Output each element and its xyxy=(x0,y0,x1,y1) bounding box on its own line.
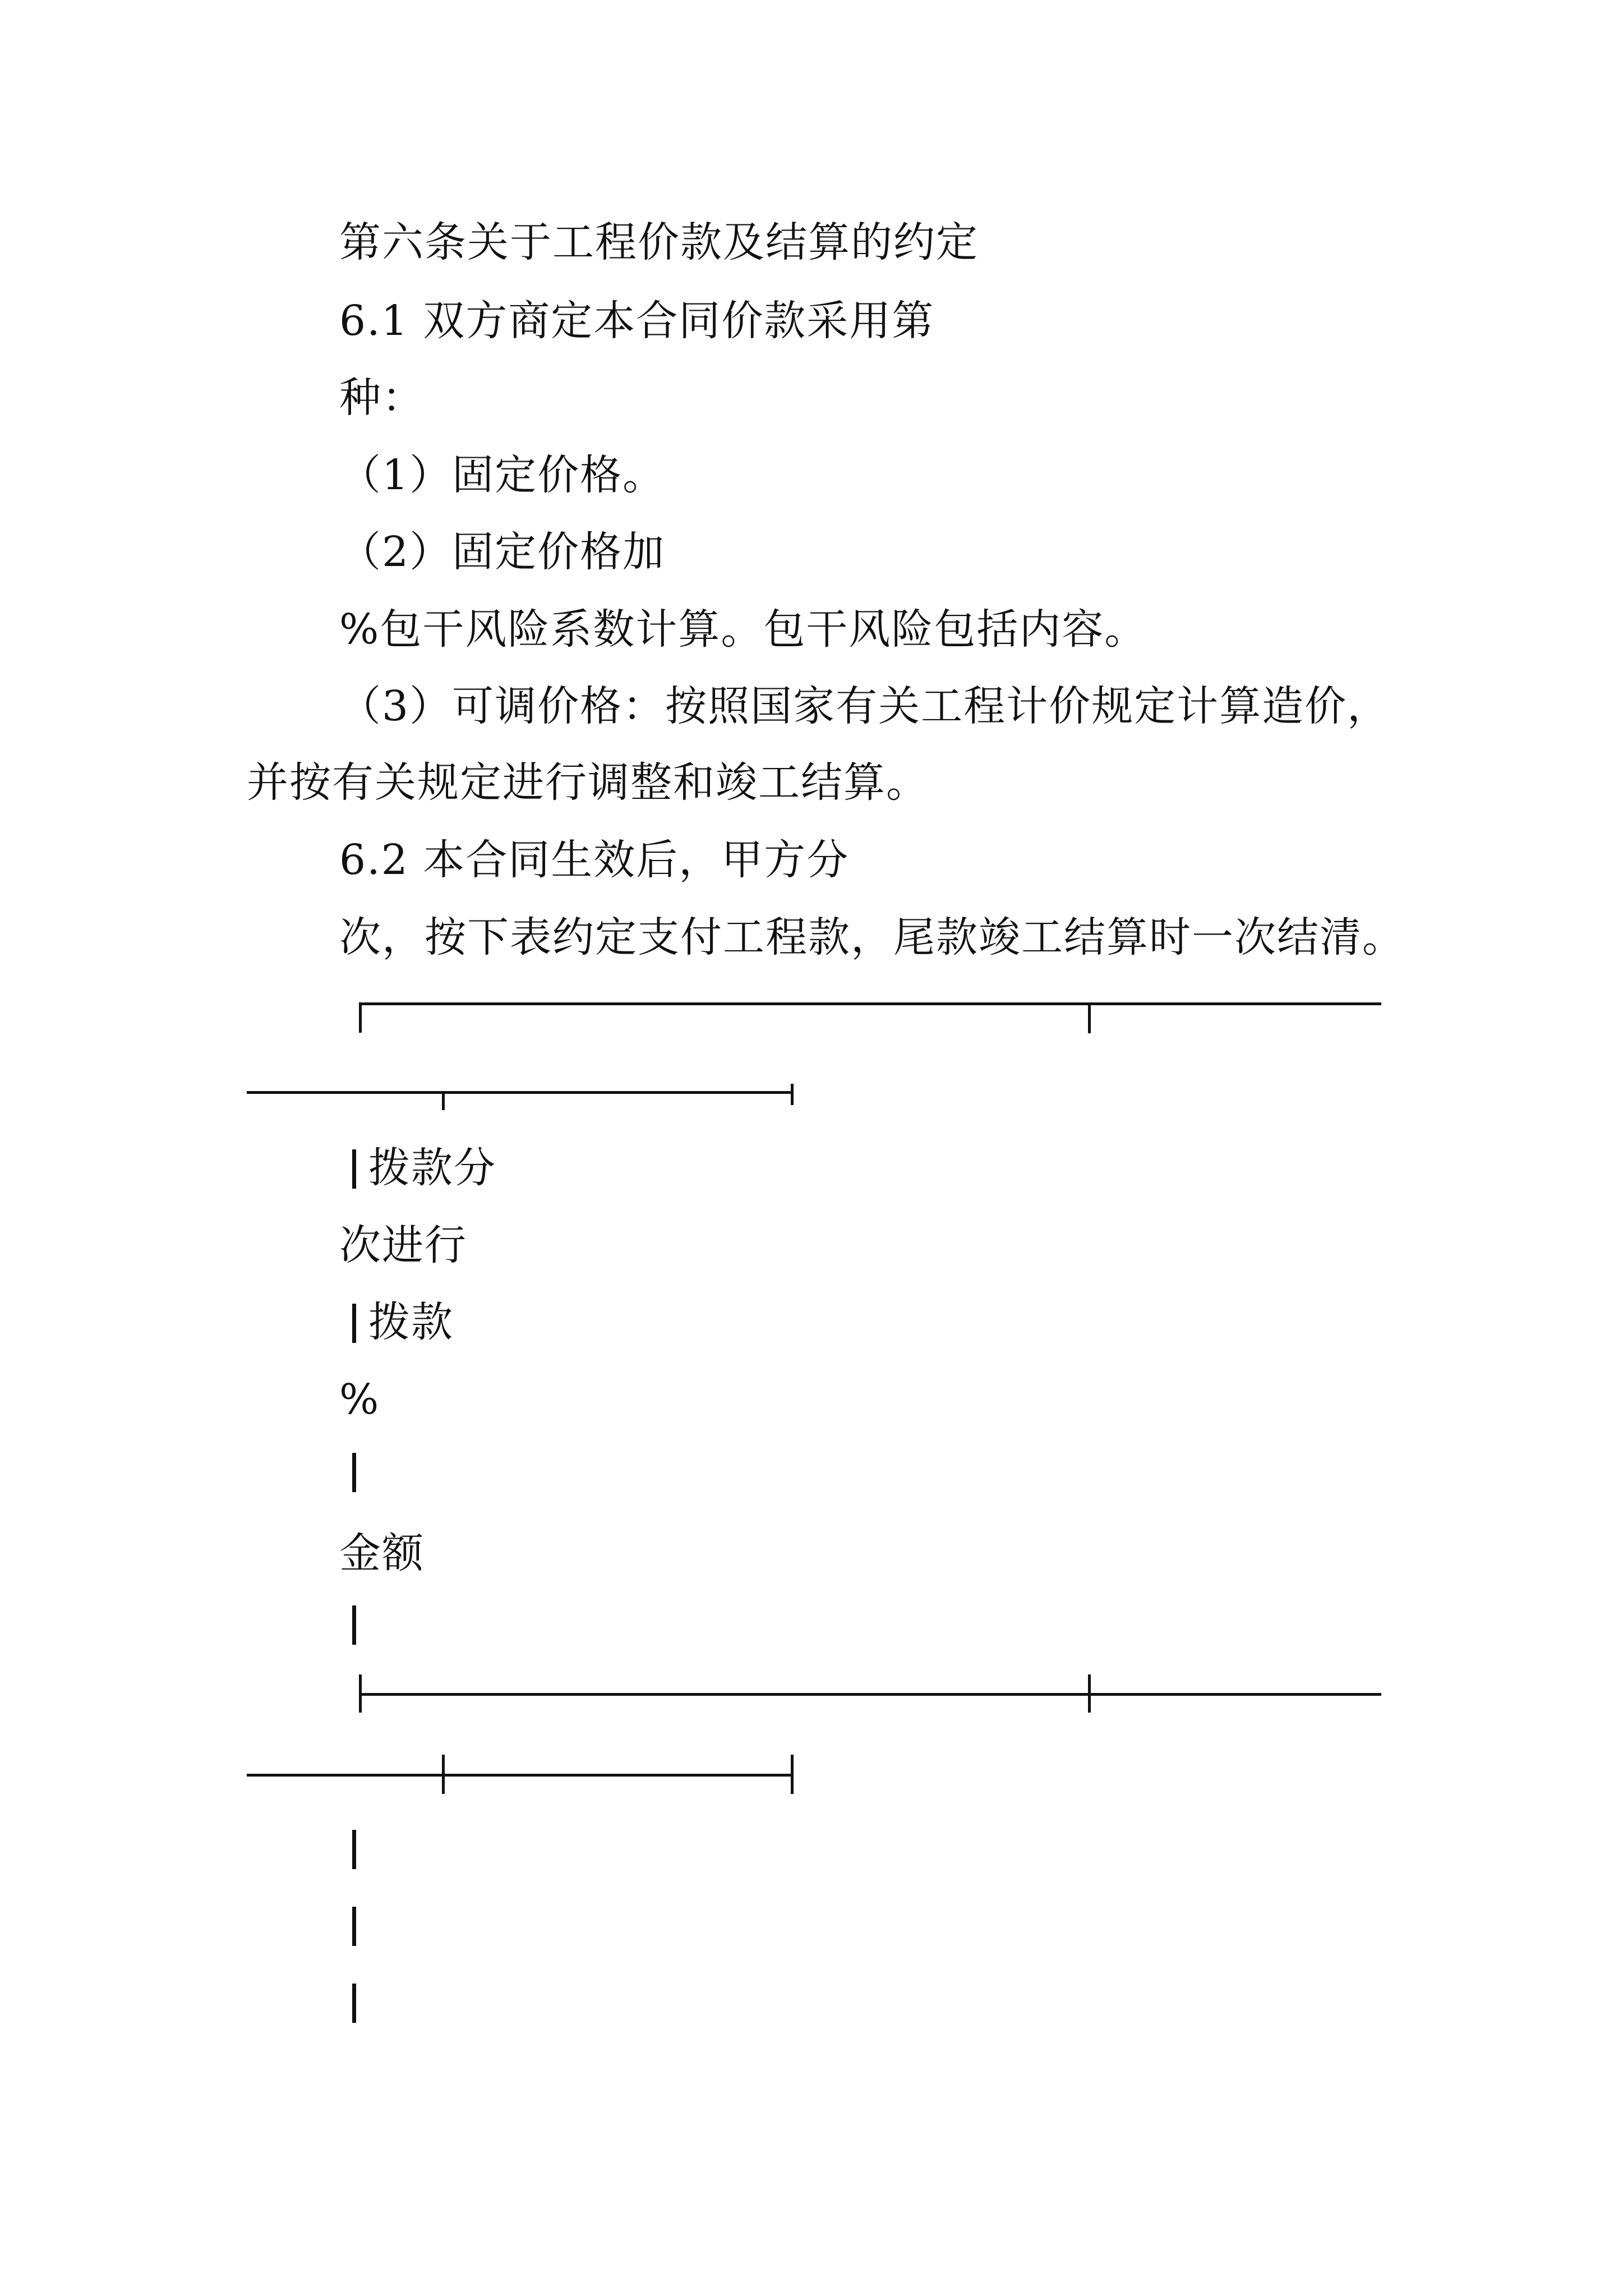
table-border xyxy=(359,1004,362,1033)
table-border xyxy=(442,1091,445,1110)
table-cell-text: 拨款分 xyxy=(368,1144,496,1192)
table-border xyxy=(247,1091,794,1094)
table-cell xyxy=(352,1144,496,1192)
table-border xyxy=(1088,1674,1091,1713)
option-3-continued: 并按有关规定进行调整和竣工结算。 xyxy=(247,758,929,807)
table-border xyxy=(359,1002,1381,1005)
table-cell-text: 金额 xyxy=(339,1529,425,1577)
clause-6-1-continued: 种： xyxy=(339,374,425,422)
table-border xyxy=(352,1149,356,1189)
table-border xyxy=(352,1984,356,2023)
table-border xyxy=(791,1755,794,1794)
table-border xyxy=(442,1755,445,1794)
table-border xyxy=(352,1605,356,1645)
table-border xyxy=(359,1693,1381,1696)
table-cell-text: % xyxy=(339,1375,380,1424)
table-border xyxy=(352,1304,356,1343)
table-border xyxy=(352,1907,356,1946)
table-border xyxy=(352,1453,356,1492)
option-2-continued: %包干风险系数计算。包干风险包括内容。 xyxy=(339,605,1147,654)
table-border xyxy=(791,1084,794,1105)
table-cell-text: 次进行 xyxy=(339,1221,467,1269)
table-border xyxy=(1088,1002,1091,1033)
table-border xyxy=(352,1830,356,1869)
option-3: （3）可调价格：按照国家有关工程计价规定计算造价， xyxy=(339,682,1390,730)
option-1: （1）固定价格。 xyxy=(339,451,666,499)
clause-6-2: 6.2 本合同生效后，甲方分 xyxy=(339,836,850,884)
clause-title: 第六条关于工程价款及结算的约定 xyxy=(339,218,979,266)
table-border xyxy=(247,1774,794,1777)
option-2: （2）固定价格加 xyxy=(339,528,666,576)
clause-6-2-continued: 次，按下表约定支付工程款，尾款竣工结算时一次结清。 xyxy=(339,913,1405,961)
table-cell-text: 拨款 xyxy=(368,1298,454,1346)
table-cell xyxy=(352,1298,454,1346)
clause-6-1: 6.1 双方商定本合同价款采用第 xyxy=(339,297,935,345)
